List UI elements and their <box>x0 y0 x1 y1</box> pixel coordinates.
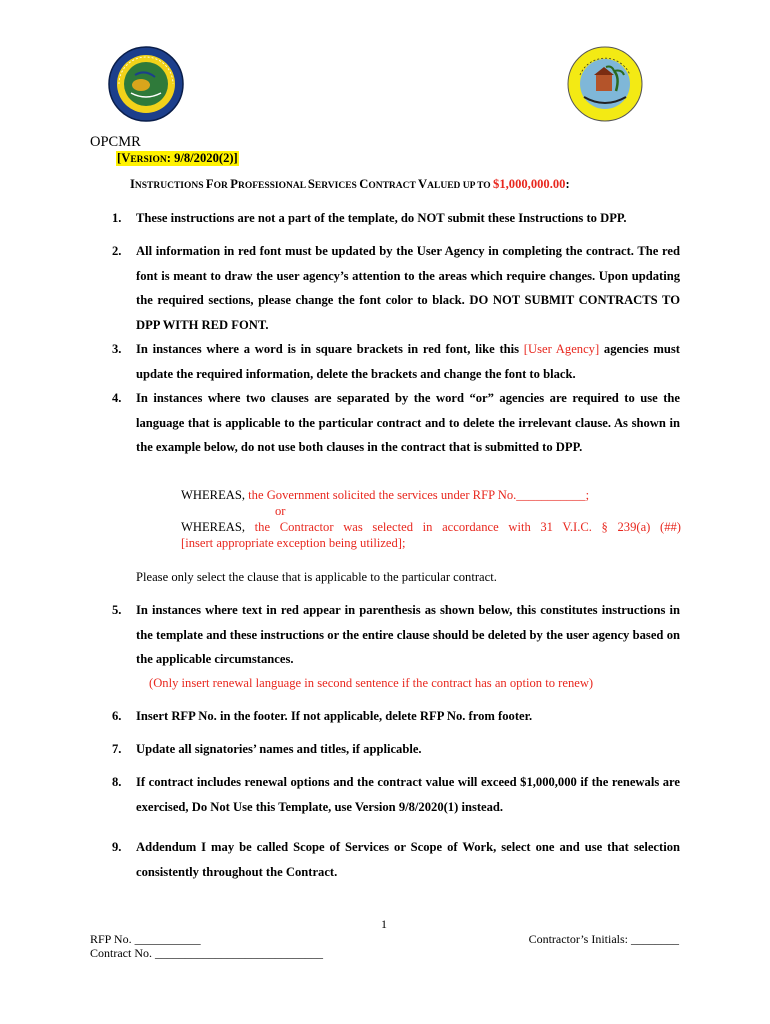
footer-initials: Contractor’s Initials: ________ <box>528 932 679 946</box>
org-abbreviation: OPCMR <box>90 134 141 150</box>
vi-government-seal <box>107 45 185 123</box>
example-note: Please only select the clause that is applicable to the particular contract. <box>136 570 497 584</box>
renewal-note: (Only insert renewal language in second sentence if the contract has an option to renew) <box>149 676 594 690</box>
example-or: or <box>275 504 286 518</box>
example-whereas-1: WHEREAS, the Government solicited the services under RFP No.___________; <box>181 488 590 502</box>
page-number: 1 <box>381 917 387 931</box>
footer-contract: Contract No. ____________________________ <box>90 946 323 960</box>
version-label: [VERSION: 9/8/2020(2)] <box>117 151 238 165</box>
dpp-seal <box>566 45 644 123</box>
example-clauses <box>181 487 681 551</box>
document-title: INSTRUCTIONS FOR PROFESSIONAL SERVICES CONTRACT VALUED UP TO $1,000,000.00: <box>130 177 570 191</box>
footer-rfp: RFP No. ___________ <box>90 932 201 946</box>
example-whereas-2: WHEREAS, the Contractor was selected in accordance with 31 V.I.C. § 239(a) (##) <box>181 520 681 534</box>
example-whereas-2-cont: [insert appropriate exception being utilized]; <box>181 536 406 550</box>
